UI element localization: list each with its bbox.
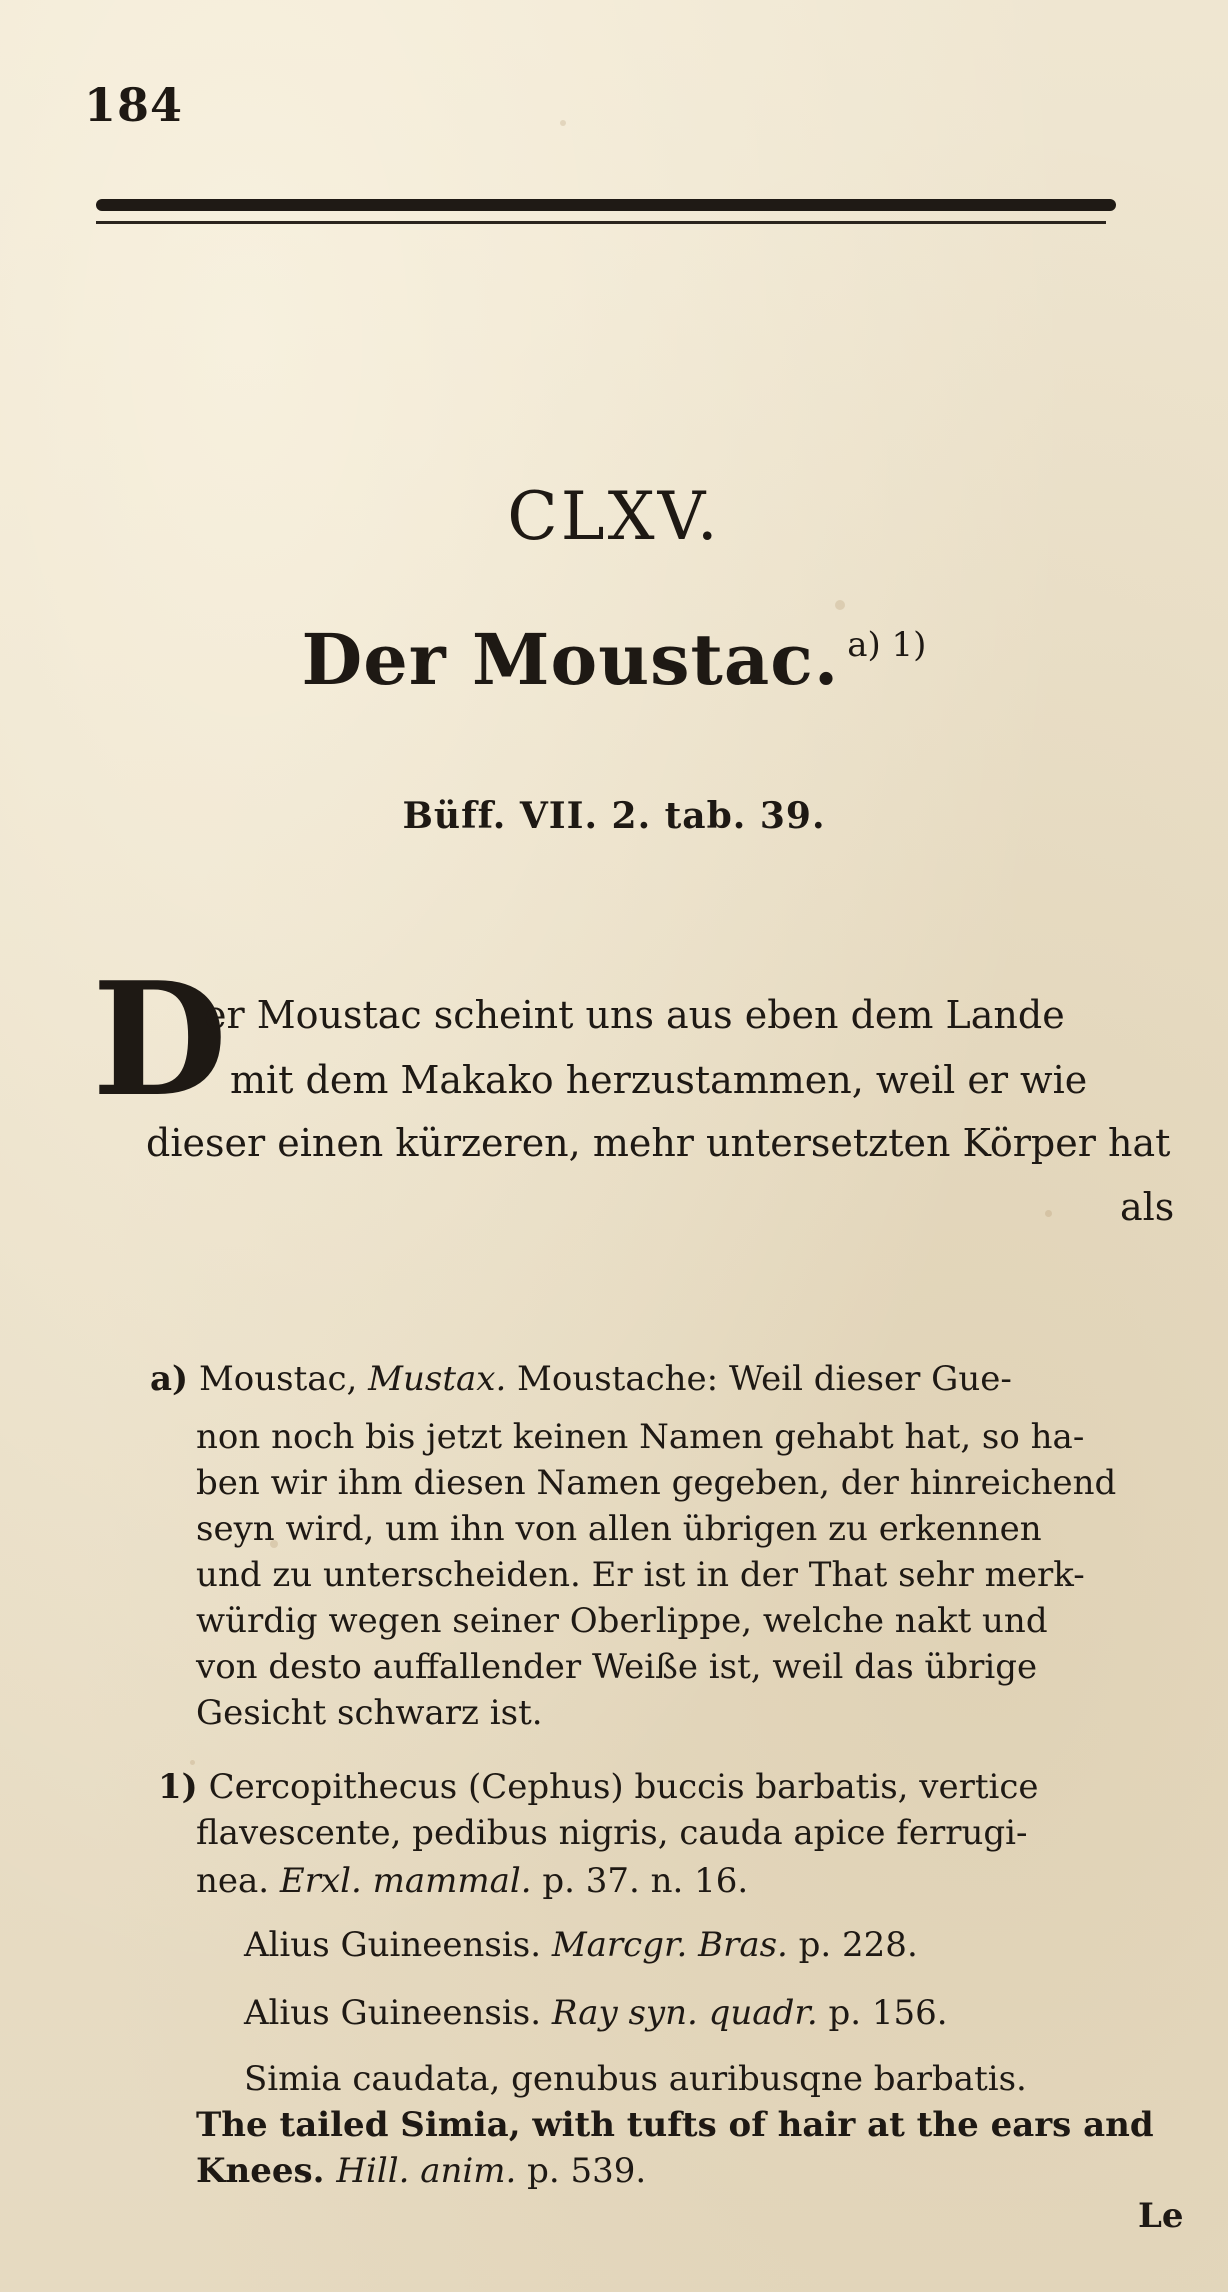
- synonym-line: The tailed Simia, with tufts of hair at the ears and: [196, 2105, 1154, 2145]
- body-line: als: [1120, 1185, 1175, 1229]
- synonym-line: Knees. Hill. anim. p. 539.: [196, 2151, 647, 2191]
- header-rule-thick: [96, 199, 1116, 211]
- drop-cap: D: [92, 948, 228, 1131]
- footnote-1-line: nea. Erxl. mammal. p. 37. n. 16.: [196, 1861, 749, 1901]
- paper-spot: [560, 120, 566, 126]
- synonym-line: Alius Guineensis. Ray syn. quadr. p. 156.: [244, 1993, 948, 2033]
- chapter-heading: [0, 618, 1228, 701]
- body-line: dieser einen kürzeren, mehr untersetzten Körper hat: [146, 1121, 1171, 1165]
- footnote-a-marker: a): [150, 1359, 189, 1399]
- chapter-title: Der Moustac.: [301, 618, 840, 701]
- chapter-title-footnote-markers: a) 1): [847, 625, 927, 665]
- footnote-a-line: seyn wird, um ihn von allen übrigen zu erkennen: [196, 1509, 1042, 1549]
- footnote-a-line: Gesicht schwarz ist.: [196, 1693, 543, 1733]
- footnote-1-marker: 1): [158, 1767, 198, 1807]
- catchword: Le: [1138, 2196, 1184, 2236]
- footnote-1-line: flavescente, pedibus nigris, cauda apice ferrugi-: [196, 1813, 1028, 1853]
- footnote-a-line: a) Moustac, Mustax. Moustache: Weil dieser Gue-: [150, 1359, 1012, 1399]
- chapter-number: CLXV.: [507, 478, 721, 555]
- footnote-a-line: von desto auffallender Weiße ist, weil das übrige: [196, 1647, 1038, 1687]
- footnote-a-line: non noch bis jetzt keinen Namen gehabt hat, so ha-: [196, 1417, 1085, 1457]
- page-number: 184: [84, 78, 184, 132]
- paper-spot: [190, 1760, 195, 1765]
- body-line: er Moustac scheint uns aus eben dem Lande: [204, 993, 1065, 1037]
- paper-spot: [1045, 1210, 1052, 1217]
- footnote-a-taxon: Mustax.: [368, 1359, 507, 1399]
- body-line: mit dem Makako herzustammen, weil er wie: [230, 1058, 1088, 1102]
- paper-spot: [835, 600, 845, 610]
- footnote-1-line: 1) Cercopithecus (Cephus) buccis barbatis, vertice: [158, 1767, 1039, 1807]
- buffon-reference: Büff. VII. 2. tab. 39.: [402, 795, 826, 837]
- synonym-line: Simia caudata, genubus auribusqne barbatis.: [244, 2059, 1027, 2099]
- header-rule-thin: [96, 221, 1106, 224]
- footnote-a-line: ben wir ihm diesen Namen gegeben, der hinreichend: [196, 1463, 1117, 1503]
- footnote-a-line: und zu unterscheiden. Er ist in der That sehr merk-: [196, 1555, 1085, 1595]
- synonym-line: Alius Guineensis. Marcgr. Bras. p. 228.: [244, 1925, 918, 1965]
- footnote-a-line: würdig wegen seiner Oberlippe, welche nakt und: [196, 1601, 1048, 1641]
